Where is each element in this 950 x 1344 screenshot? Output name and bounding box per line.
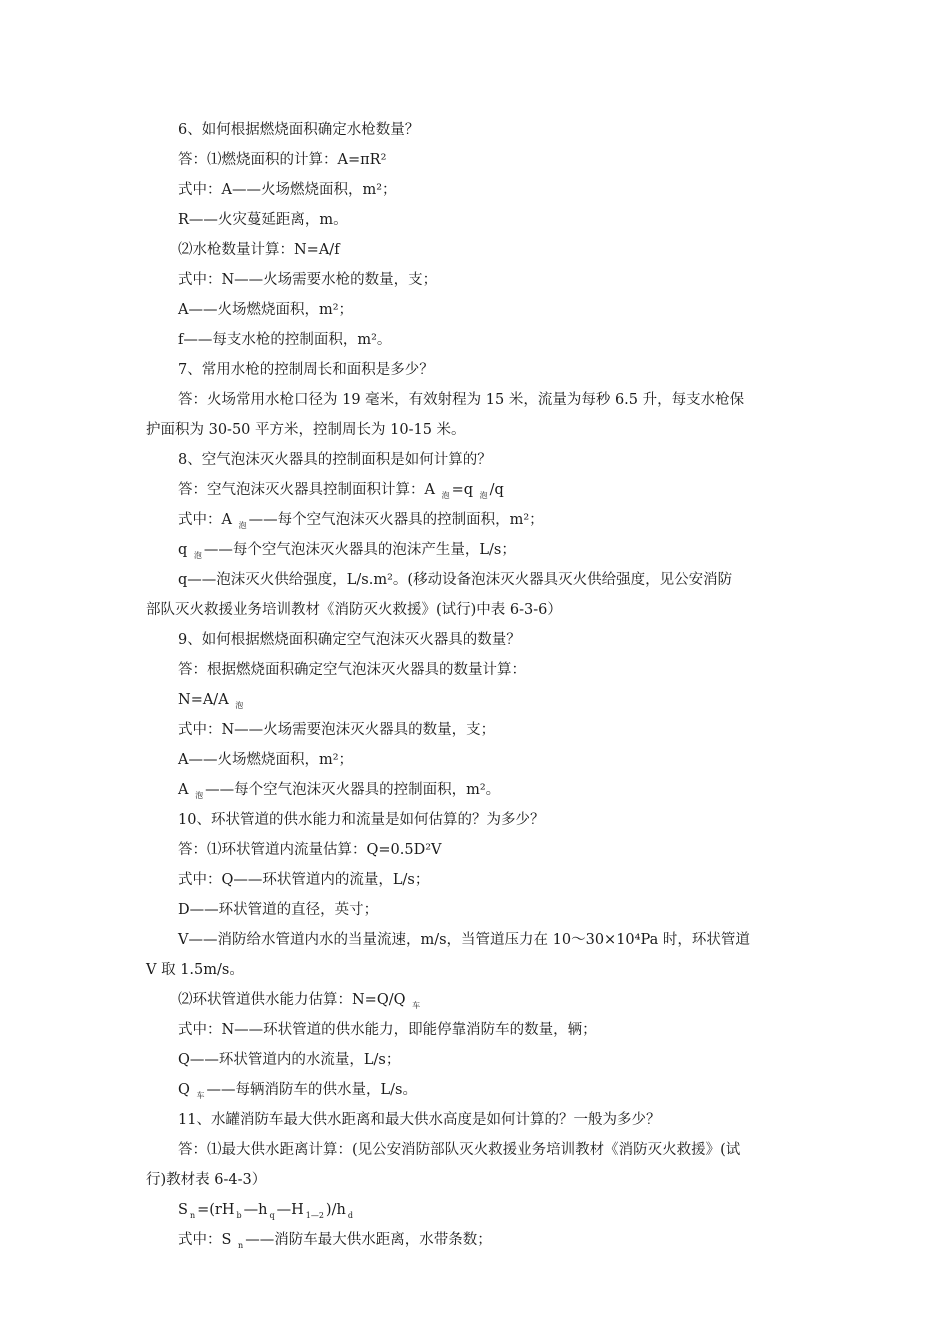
question-7: 7、常用水枪的控制周长和面积是多少？	[178, 362, 434, 378]
answer-line: 护面积为 30-50 平方米，控制周长为 10-15 米。	[146, 422, 466, 438]
answer-line: 式中：A $_泡$ ——每个空气泡沫灭火器具的控制面积，m²；	[178, 512, 544, 530]
answer-line: ⑵环状管道供水能力估算：N=Q/Q $_车$	[178, 992, 421, 1010]
question-10: 10、环状管道的供水能力和流量是如何估算的？为多少？	[178, 812, 545, 828]
answer-line: 式中：N——火场需要水枪的数量，支；	[178, 272, 438, 288]
answer-line: 行)教材表 6-4-3）	[146, 1172, 267, 1188]
answer-line: 答：根据燃烧面积确定空气泡沫灭火器具的数量计算：	[178, 662, 526, 678]
answer-line: V 取 1.5m/s。	[146, 962, 244, 978]
answer-line: 式中：N——火场需要泡沫灭火器具的数量，支；	[178, 722, 496, 738]
answer-line: D——环状管道的直径，英寸；	[178, 902, 379, 918]
answer-line: ⑵水枪数量计算：N=A/f	[178, 242, 340, 258]
question-6: 6、如何根据燃烧面积确定水枪数量？	[178, 122, 420, 138]
question-8: 8、空气泡沫灭火器具的控制面积是如何计算的？	[178, 452, 492, 468]
answer-line: 答：火场常用水枪口径为 19 毫米，有效射程为 15 米，流量为每秒 6.5 升，每支水枪保	[178, 392, 745, 408]
answer-line: 答：空气泡沫灭火器具控制面积计算：A $_泡$ =q $_泡$ /q	[178, 482, 504, 500]
answer-line: V——消防给水管道内水的当量流速，m/s，当管道压力在 10～30×10⁴Pa 时，环状管道	[178, 932, 750, 948]
answer-line: 答：⑴环状管道内流量估算：Q=0.5D²V	[178, 842, 442, 858]
formula-line: S $_n$ =(rH $_b$ —h $_q$ —H $_{1—2}$ )/h $_d$	[178, 1202, 353, 1220]
answer-line: 式中：Q——环状管道内的流量，L/s；	[178, 872, 430, 888]
answer-line: A $_泡$ ——每个空气泡沫灭火器具的控制面积，m²。	[178, 782, 501, 800]
answer-line: Q——环状管道内的水流量，L/s；	[178, 1052, 401, 1068]
answer-line: 答：⑴燃烧面积的计算：A=πR²	[178, 152, 387, 168]
answer-line: Q $_车$ ——每辆消防车的供水量，L/s。	[178, 1082, 417, 1100]
answer-line: 答：⑴最大供水距离计算：(见公安消防部队灭火救援业务培训教材《消防灭火救援》(试	[178, 1142, 741, 1158]
question-11: 11、水罐消防车最大供水距离和最大供水高度是如何计算的？一般为多少？	[178, 1112, 661, 1128]
answer-line: q $_泡$ ——每个空气泡沫灭火器具的泡沫产生量，L/s；	[178, 542, 516, 560]
answer-line: q——泡沫灭火供给强度，L/s.m²。(移动设备泡沫灭火器具灭火供给强度，见公安消防	[178, 572, 733, 588]
formula-line: N=A/A $_泡$	[178, 692, 244, 710]
answer-line: A——火场燃烧面积，m²；	[178, 302, 354, 318]
answer-line: A——火场燃烧面积，m²；	[178, 752, 354, 768]
answer-line: f——每支水枪的控制面积，m²。	[178, 332, 392, 348]
answer-line: 式中：A——火场燃烧面积，m²；	[178, 182, 397, 198]
answer-line: 部队灭火救援业务培训教材《消防灭火救援》(试行)中表 6-3-6）	[146, 602, 562, 618]
answer-line: 式中：N——环状管道的供水能力，即能停靠消防车的数量，辆；	[178, 1022, 597, 1038]
question-9: 9、如何根据燃烧面积确定空气泡沫灭火器具的数量？	[178, 632, 521, 648]
answer-line: R——火灾蔓延距离，m。	[178, 212, 348, 228]
answer-line: 式中：S $_n$ ——消防车最大供水距离，水带条数；	[178, 1232, 492, 1250]
